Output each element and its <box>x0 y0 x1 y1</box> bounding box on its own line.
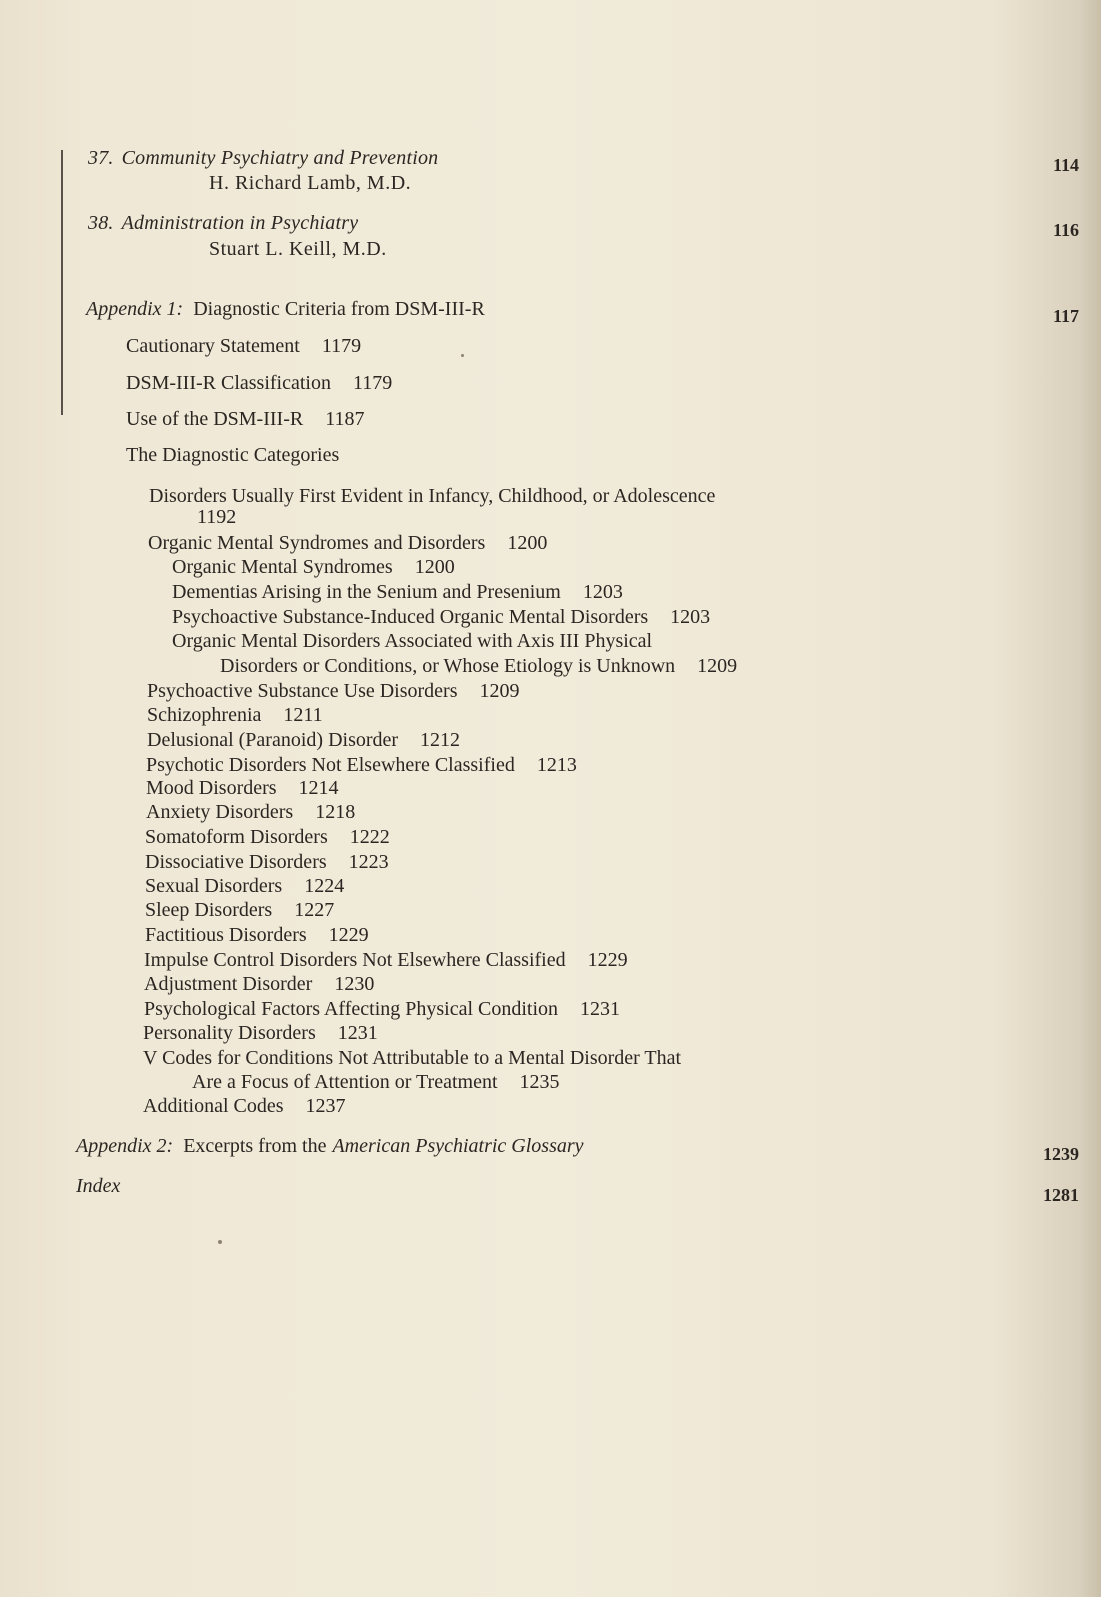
category-item: Sexual Disorders 1224 <box>145 875 345 897</box>
index-heading: Index <box>76 1175 121 1197</box>
appendix-section: The Diagnostic Categories <box>126 444 340 466</box>
category-item: Sleep Disorders 1227 <box>145 899 335 921</box>
category-item: Impulse Control Disorders Not Elsewhere Classified 1229 <box>144 949 628 971</box>
page-number-appendix-2: 1239 <box>1043 1144 1079 1164</box>
page-number-37: 114 <box>1052 155 1079 175</box>
page-number-38: 116 <box>1052 220 1079 240</box>
appendix-1-heading <box>86 298 485 321</box>
ink-speck <box>218 1240 222 1244</box>
appendix-section: Use of the DSM-III-R 1187 <box>126 408 365 430</box>
category-item: Disorders or Conditions, or Whose Etiology is Unknown 1209 <box>220 655 738 677</box>
chapter-title-text: Community Psychiatry and Prevention <box>121 147 439 169</box>
category-item: Organic Mental Syndromes and Disorders 1200 <box>148 532 548 554</box>
category-item: Personality Disorders 1231 <box>143 1022 378 1044</box>
category-item: Schizophrenia 1211 <box>147 704 323 726</box>
category-item: Dissociative Disorders 1223 <box>145 851 389 873</box>
category-item: Organic Mental Disorders Associated with Axis III Physical <box>172 630 653 652</box>
category-item: Psychotic Disorders Not Elsewhere Classified 1213 <box>146 754 577 776</box>
category-item: Anxiety Disorders 1218 <box>146 801 356 823</box>
appendix-label: Appendix 2: <box>76 1135 174 1157</box>
appendix-title-italic: American Psychiatric Glossary <box>332 1135 584 1157</box>
chapter-title-38 <box>88 212 358 235</box>
ink-speck <box>461 354 464 357</box>
category-item: Dementias Arising in the Senium and Presenium 1203 <box>172 581 623 603</box>
chapter-author-37: H. Richard Lamb, M.D. <box>209 172 412 194</box>
appendix-title: Excerpts from the <box>183 1135 327 1157</box>
chapter-title-37 <box>88 147 438 170</box>
category-item: Psychoactive Substance-Induced Organic Mental Disorders 1203 <box>172 606 711 628</box>
appendix-2-heading <box>76 1135 584 1158</box>
category-item: Factitious Disorders 1229 <box>145 924 369 946</box>
category-item: Mood Disorders 1214 <box>146 777 339 799</box>
category-item: Psychological Factors Affecting Physical Condition 1231 <box>144 998 621 1020</box>
category-item: V Codes for Conditions Not Attributable to a Mental Disorder That <box>143 1047 682 1069</box>
chapter-title-text: Administration in Psychiatry <box>121 212 359 234</box>
appendix-section: DSM-III-R Classification 1179 <box>126 372 393 394</box>
chapter-author-38: Stuart L. Keill, M.D. <box>209 238 387 260</box>
category-item: Are a Focus of Attention or Treatment 1235 <box>192 1071 560 1093</box>
chapter-number: 37. <box>88 147 114 169</box>
appendix-section: Cautionary Statement 1179 <box>126 335 362 357</box>
category-item: Delusional (Paranoid) Disorder 1212 <box>147 729 461 751</box>
category-item: Adjustment Disorder 1230 <box>144 973 375 995</box>
category-item: Organic Mental Syndromes 1200 <box>172 556 455 578</box>
category-item: Somatoform Disorders 1222 <box>145 826 390 848</box>
appendix-label: Appendix 1: <box>86 298 184 320</box>
page-number-appendix-1: 117 <box>1052 306 1079 326</box>
category-item-page: 1192 <box>197 506 237 528</box>
category-item: Psychoactive Substance Use Disorders 1209 <box>147 680 520 702</box>
category-item: Disorders Usually First Evident in Infancy, Childhood, or Adolescence <box>149 485 716 507</box>
category-item: Additional Codes 1237 <box>143 1095 346 1117</box>
margin-bar <box>61 150 63 415</box>
chapter-number: 38. <box>88 212 114 234</box>
appendix-title: Diagnostic Criteria from DSM-III-R <box>193 298 485 320</box>
page-number-index: 1281 <box>1043 1185 1079 1205</box>
